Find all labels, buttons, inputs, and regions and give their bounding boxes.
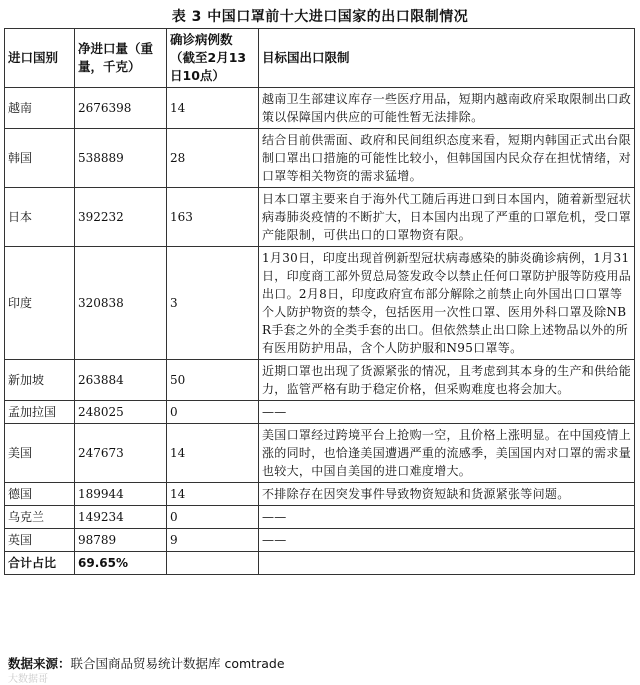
cell-country: 新加坡 bbox=[5, 360, 75, 401]
cell-volume: 248025 bbox=[75, 401, 167, 424]
table-row bbox=[5, 247, 635, 360]
total-empty-cell bbox=[259, 552, 635, 575]
table-row bbox=[5, 88, 635, 129]
cell-restriction: 日本口罩主要来自于海外代工随后再进口到日本国内，随着新型冠状病毒肺炎疫情的不断扩大，日本国内出现了严重的口罩危机，受口罩产能限制，可供出口的口罩物资有限。 bbox=[259, 188, 635, 247]
cell-cases: 0 bbox=[167, 506, 259, 529]
table-header-row bbox=[5, 29, 635, 88]
cell-country: 孟加拉国 bbox=[5, 401, 75, 424]
table-title: 表 3 中国口罩前十大进口国家的出口限制情况 bbox=[171, 9, 469, 25]
cell-volume: 189944 bbox=[75, 483, 167, 506]
table-row bbox=[5, 129, 635, 188]
cell-country: 德国 bbox=[5, 483, 75, 506]
watermark: 大数据哥 bbox=[8, 674, 48, 685]
cell-cases: 50 bbox=[167, 360, 259, 401]
cell-volume: 320838 bbox=[75, 247, 167, 360]
cell-country: 日本 bbox=[5, 188, 75, 247]
cell-volume: 538889 bbox=[75, 129, 167, 188]
table-row bbox=[5, 360, 635, 401]
cell-cases: 14 bbox=[167, 424, 259, 483]
cell-volume: 263884 bbox=[75, 360, 167, 401]
data-source bbox=[8, 654, 285, 672]
cell-country: 英国 bbox=[5, 529, 75, 552]
data-source-label: 数据来源： bbox=[8, 656, 71, 671]
cell-restriction: 美国口罩经过跨境平台上抢购一空，且价格上涨明显。在中国疫情上涨的同时，也恰逢美国遭遇严重的流感季，美国国内对口罩的需求量也较大，中国自美国的进口难度增大。 bbox=[259, 424, 635, 483]
cell-volume: 149234 bbox=[75, 506, 167, 529]
cell-cases: 28 bbox=[167, 129, 259, 188]
total-row bbox=[5, 552, 635, 575]
total-label: 合计占比 bbox=[5, 552, 75, 575]
header-country: 进口国别 bbox=[5, 29, 75, 88]
cell-country: 韩国 bbox=[5, 129, 75, 188]
total-empty-cell bbox=[167, 552, 259, 575]
header-volume: 净进口量（重量，千克） bbox=[75, 29, 167, 88]
cell-country: 美国 bbox=[5, 424, 75, 483]
header-cases: 确诊病例数（截至2月13日10点） bbox=[167, 29, 259, 88]
table-row bbox=[5, 506, 635, 529]
cell-country: 乌克兰 bbox=[5, 506, 75, 529]
cell-cases: 163 bbox=[167, 188, 259, 247]
cell-cases: 9 bbox=[167, 529, 259, 552]
data-source-text: 联合国商品贸易统计数据库 comtrade bbox=[70, 656, 285, 671]
cell-country: 越南 bbox=[5, 88, 75, 129]
total-value: 69.65% bbox=[75, 552, 167, 575]
cell-cases: 14 bbox=[167, 483, 259, 506]
cell-volume: 392232 bbox=[75, 188, 167, 247]
cell-cases: 0 bbox=[167, 401, 259, 424]
cell-restriction: 越南卫生部建议库存一些医疗用品，短期内越南政府采取限制出口政策以保障国内供应的可能性暂无法排除。 bbox=[259, 88, 635, 129]
table-body bbox=[5, 88, 635, 575]
table-row bbox=[5, 424, 635, 483]
cell-restriction: —— bbox=[259, 506, 635, 529]
cell-restriction: —— bbox=[259, 529, 635, 552]
cell-restriction: 结合目前供需面、政府和民间组织态度来看，短期内韩国正式出台限制口罩出口措施的可能性比较小，但韩国国内民众存在担忧情绪，对口罩等相关物资的需求猛增。 bbox=[259, 129, 635, 188]
cell-cases: 3 bbox=[167, 247, 259, 360]
cell-volume: 98789 bbox=[75, 529, 167, 552]
cell-restriction: 近期口罩也出现了货源紧张的情况，且考虑到其本身的生产和供给能力，监管严格有助于稳定价格，但采购难度也将会加大。 bbox=[259, 360, 635, 401]
cell-volume: 2676398 bbox=[75, 88, 167, 129]
table-row bbox=[5, 401, 635, 424]
table-row bbox=[5, 529, 635, 552]
cell-country: 印度 bbox=[5, 247, 75, 360]
table-row bbox=[5, 483, 635, 506]
cell-cases: 14 bbox=[167, 88, 259, 129]
cell-volume: 247673 bbox=[75, 424, 167, 483]
cell-restriction: 不排除存在因突发事件导致物资短缺和货源紧张等问题。 bbox=[259, 483, 635, 506]
cell-restriction: 1月30日，印度出现首例新型冠状病毒感染的肺炎确诊病例，1月31日，印度商工部外贸总局签发政令以禁止任何口罩防护服等防疫用品出口。2月8日，印度政府宣布部分解除之前禁止向外国出口口罩等个人防护物资的禁令，包括医用一次性口罩、医用外科口罩及除NBR手套之外的全类手套的出口。但依然禁止出口除上述物品以外的所有医用防护用品，含个人防护服和N95口罩等。 bbox=[259, 247, 635, 360]
table-row bbox=[5, 188, 635, 247]
cell-restriction: —— bbox=[259, 401, 635, 424]
header-restriction: 目标国出口限制 bbox=[259, 29, 635, 88]
export-restriction-table bbox=[4, 28, 635, 575]
